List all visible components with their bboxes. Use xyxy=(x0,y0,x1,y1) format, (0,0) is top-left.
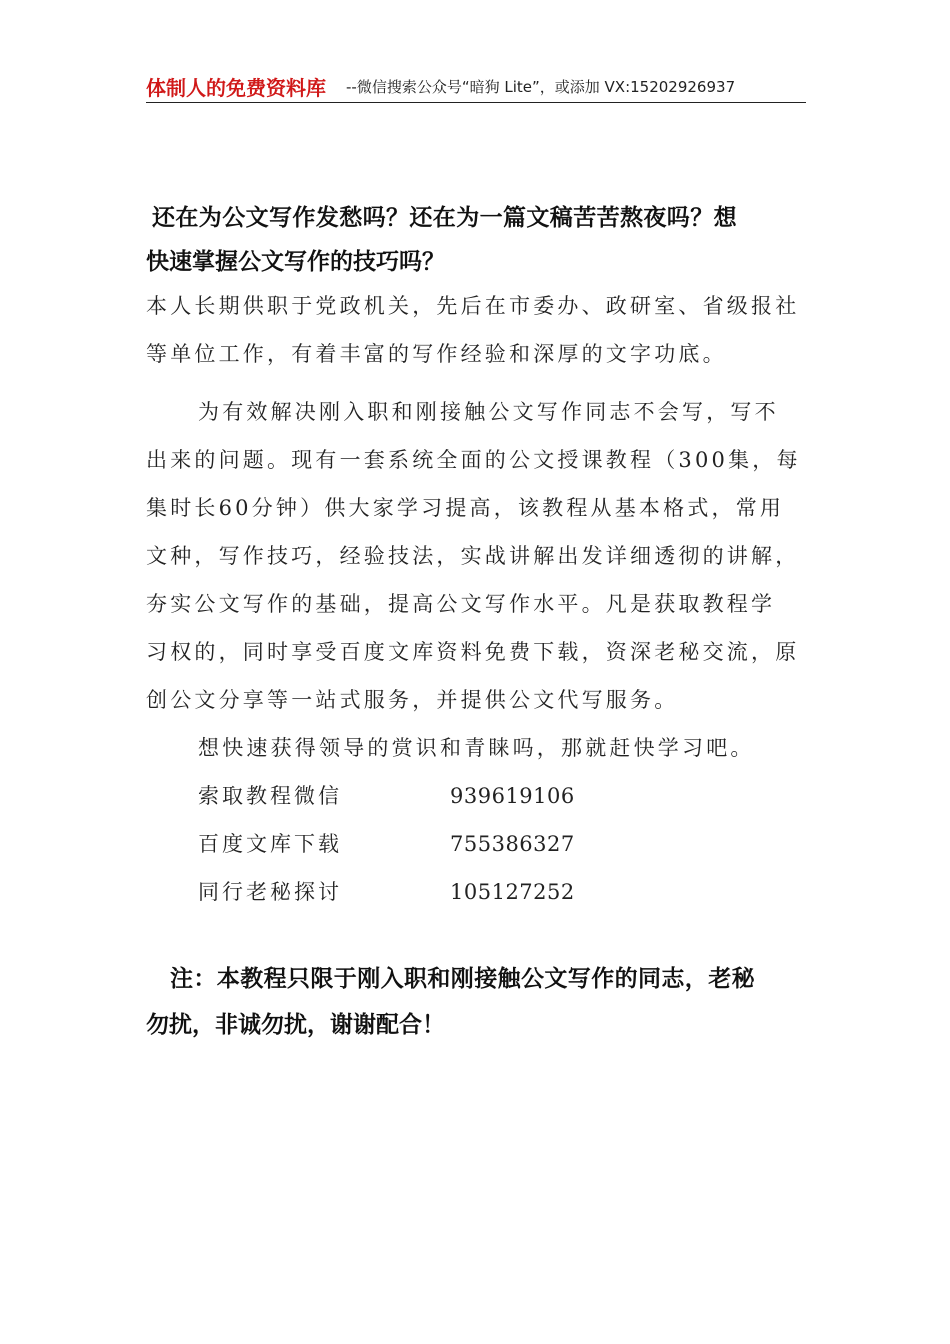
header-tagline: --微信搜索公众号“暗狗 Lite”，或添加 VX:15202926937 xyxy=(346,78,736,96)
intro-line-1: 本人长期供职于党政机关，先后在市委办、政研室、省级报社 xyxy=(146,294,800,318)
course-line-7: 创公文分享等一站式服务，并提供公文代写服务。 xyxy=(146,688,679,712)
course-line-1: 为有效解决刚入职和刚接触公文写作同志不会写，写不 xyxy=(198,400,779,424)
intro-line-2: 等单位工作，有着丰富的写作经验和深厚的文字功底。 xyxy=(146,342,727,366)
course-line-6: 习权的，同时享受百度文库资料免费下载，资深老秘交流，原 xyxy=(146,640,800,664)
headline-line-2: 快速掌握公文写作的技巧吗？ xyxy=(146,248,445,275)
contact-label: 索取教程微信 xyxy=(198,784,342,808)
note-line-2: 勿扰，非诚勿扰，谢谢配合！ xyxy=(146,1011,445,1038)
contact-value: 755386327 xyxy=(450,832,575,856)
course-line-5: 夯实公文写作的基础，提高公文写作水平。凡是获取教程学 xyxy=(146,592,776,616)
contact-row-wechat xyxy=(198,780,575,810)
headline-line-1: 还在为公文写作发愁吗？还在为一篇文稿苦苦熬夜吗？想 xyxy=(152,204,737,231)
contact-row-peers xyxy=(198,876,575,906)
note xyxy=(146,956,816,1048)
contact-label: 百度文库下载 xyxy=(198,832,342,856)
headline xyxy=(146,196,806,284)
note-line-1: 注：本教程只限于刚入职和刚接触公文写作的同志，老秘 xyxy=(170,965,755,992)
contact-value: 105127252 xyxy=(450,880,575,904)
contact-label: 同行老秘探讨 xyxy=(198,880,342,904)
contact-value: 939619106 xyxy=(450,784,575,808)
contact-row-wenku xyxy=(198,828,575,858)
course-line-2: 出来的问题。现有一套系统全面的公文授课教程（300集，每 xyxy=(146,448,801,472)
course-line-3: 集时长60分钟）供大家学习提高，该教程从基本格式，常用 xyxy=(146,496,785,520)
page-header xyxy=(146,70,806,103)
cta-line: 想快速获得领导的赏识和青睐吗，那就赶快学习吧。 xyxy=(198,736,755,760)
course-line-4: 文种，写作技巧，经验技法，实战讲解出发详细透彻的讲解， xyxy=(146,544,800,568)
header-brand: 体制人的免费资料库 xyxy=(146,76,326,100)
